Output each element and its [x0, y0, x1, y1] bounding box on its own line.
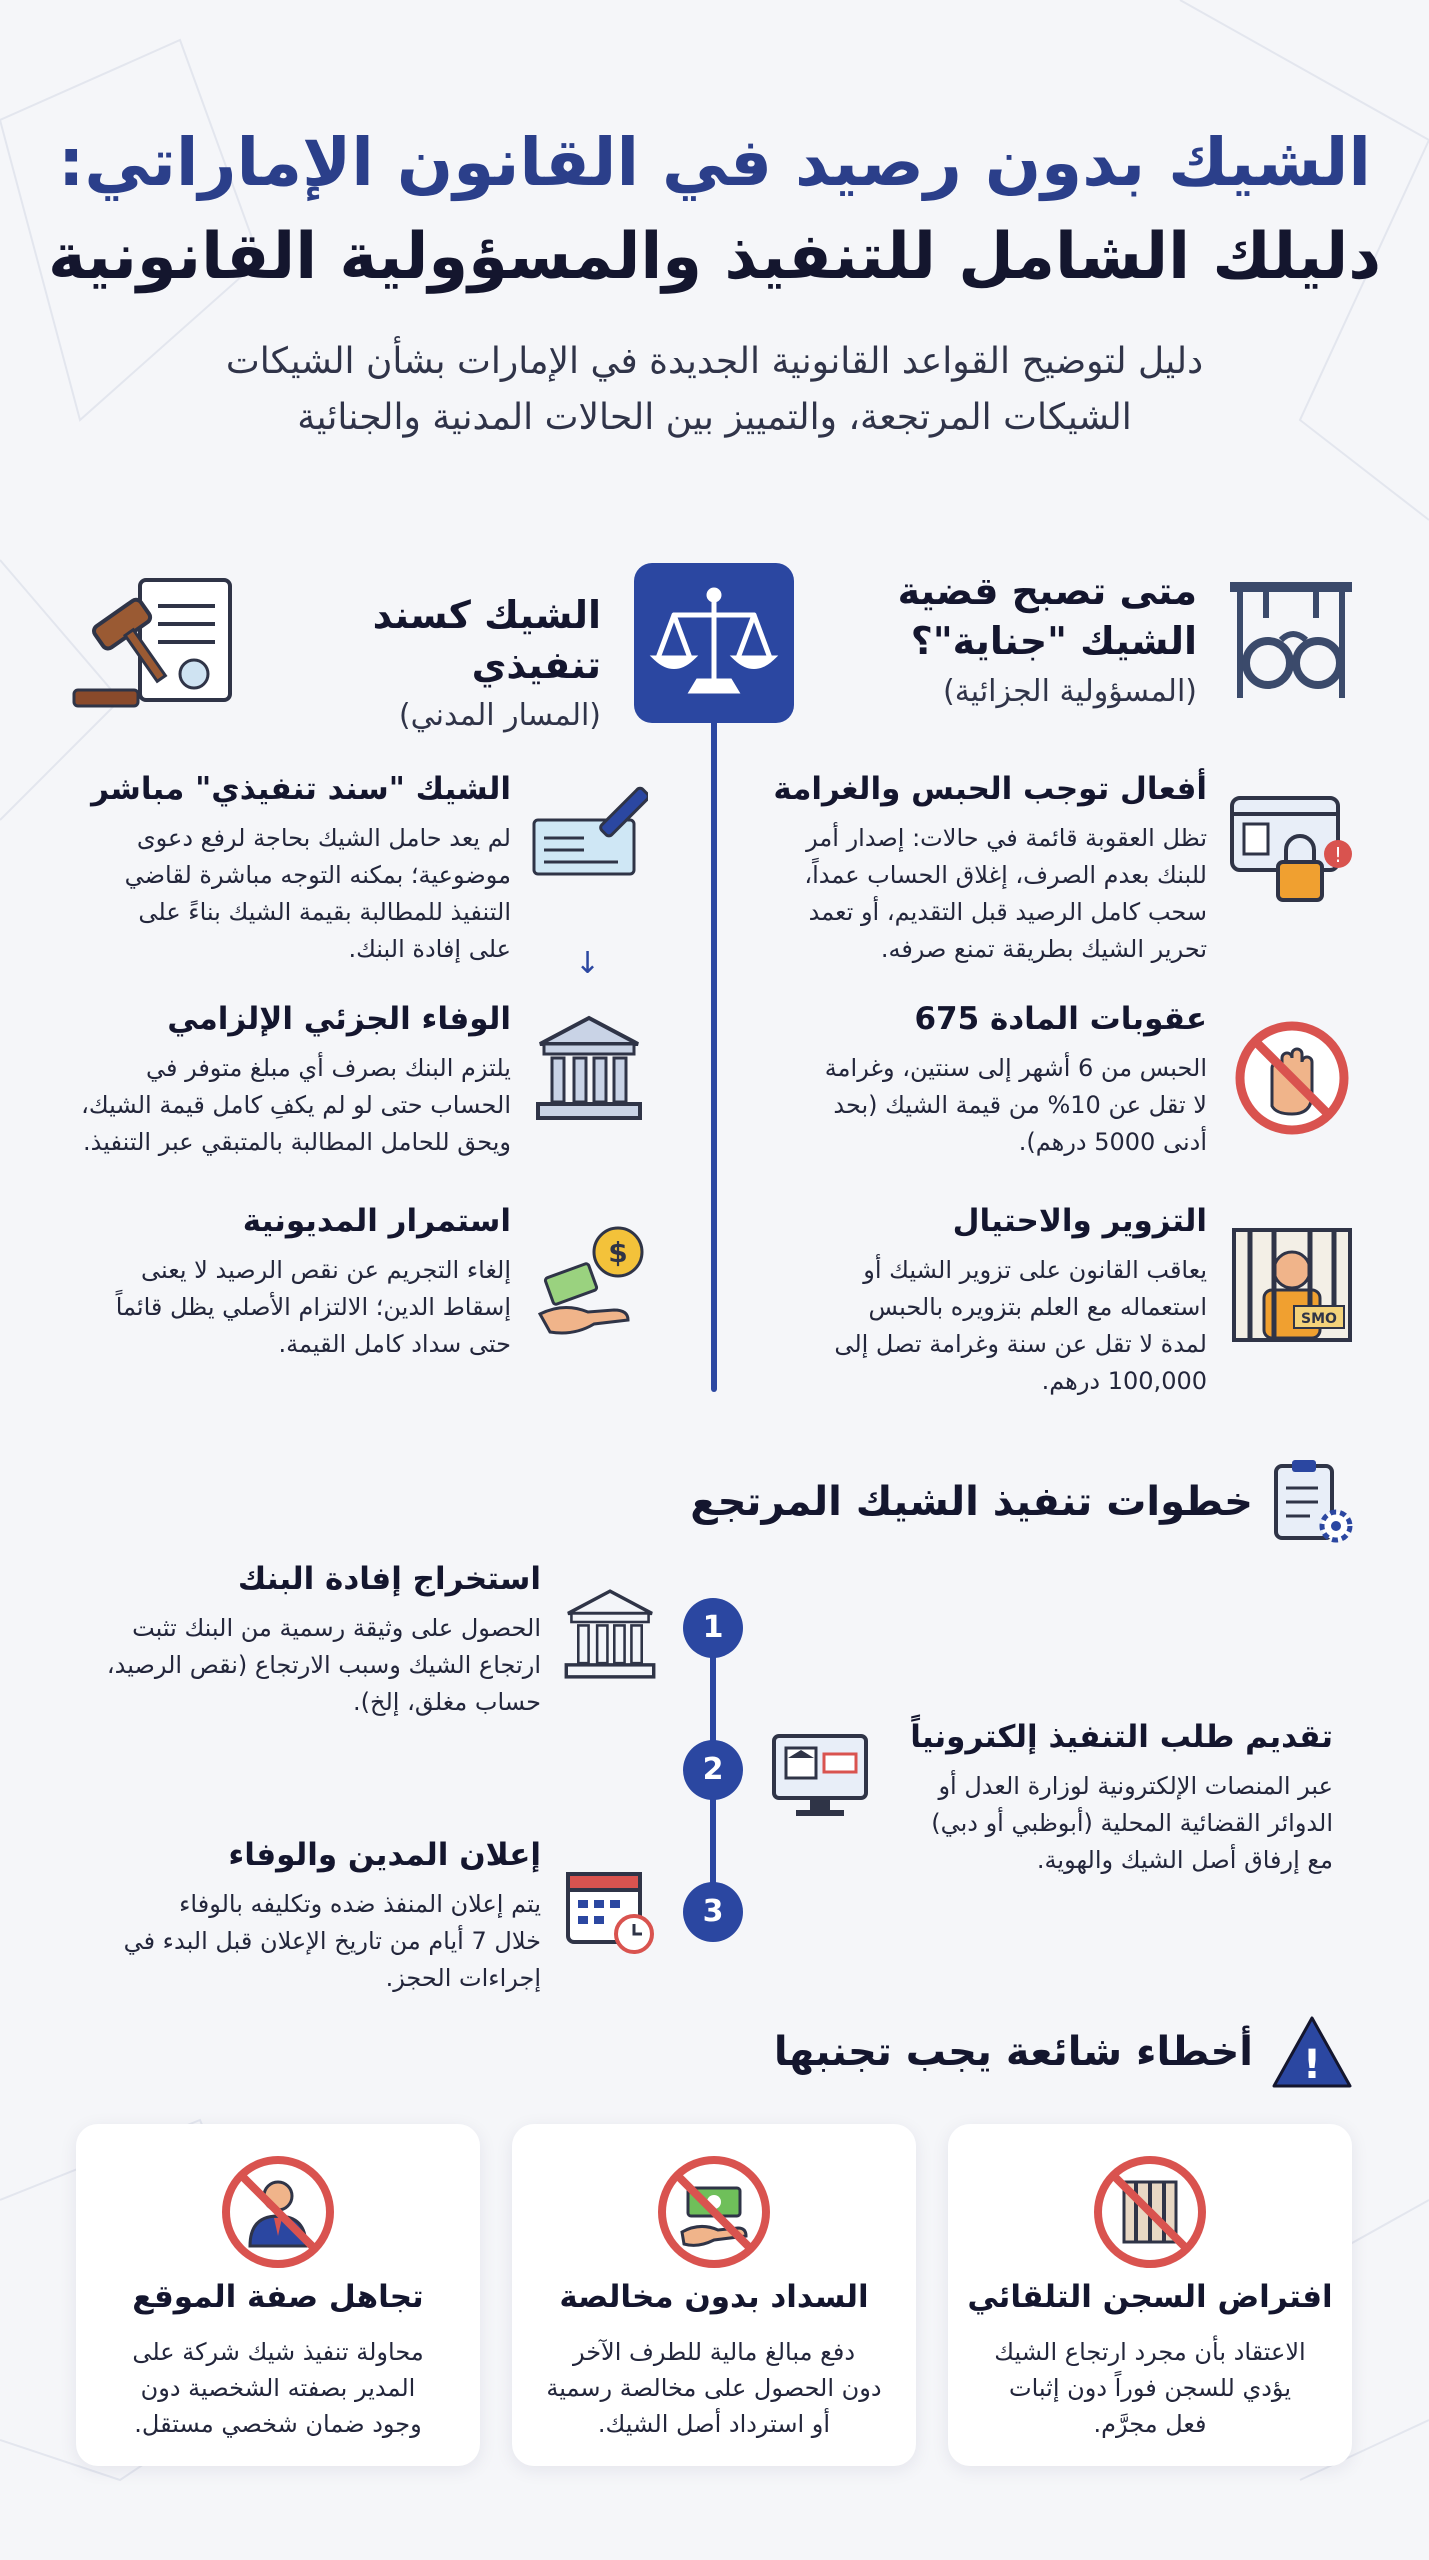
page-subtitle: دليل لتوضيح القواعد القانونية الجديدة في الإمارات بشأن الشيكات الشيكات المرتجعة، والتمييز بين الحالات المدنية والجنائية: [225, 341, 1204, 438]
warning-icon: [1270, 2014, 1354, 2090]
step-item: استخراج إفادة البنك الحصول على وثيقة رسمية من البنك تثبت ارتجاع الشيك وسبب الارتجاع (نقص الرصيد، حساب مغلق، إلخ).: [106, 1561, 541, 1716]
scales-icon: [634, 563, 794, 723]
criminal-item: أفعال توجب الحبس والغرامة تظل العقوبة قائمة في حالات: إصدار أمر للبنك بعدم الصرف، إغلاق الحساب عمداً، سحب كامل الرصيد قبل التقديم، أو تعمد تحرير الشيك بطريقة تمنع صرفه.: [773, 771, 1207, 963]
svg-text:!: !: [1333, 843, 1343, 867]
page-title-line1: الشيك بدون رصيد في القانون الإماراتي:: [57, 124, 1372, 201]
step-item: تقديم طلب التنفيذ إلكترونياً عبر المنصات الإلكترونية لوزارة العدل أو الدوائر القضائية المحلية (أبوظبي أو دبي) مع إرفاق أصل الشيك والهوية.: [910, 1719, 1333, 1874]
browser-lock-icon: [1226, 792, 1356, 910]
step-number-3: 3: [683, 1882, 743, 1942]
monitor-icon: [770, 1732, 870, 1822]
mistakes-section-title: أخطاء شائعة يجب تجنبها: [773, 2029, 1253, 2075]
mistake-card: تجاهل صفة الموقع محاولة تنفيذ شيك شركة على المدير بصفته الشخصية دون وجود ضمان شخصي مستقل.: [76, 2124, 480, 2466]
arrow-down-icon: ↓: [574, 946, 600, 981]
criminal-item: عقوبات المادة 675 الحبس من 6 أشهر إلى سنتين، وغرامة لا تقل عن 10% من قيمة الشيك (بحد أدنى 5000 درهم).: [824, 1001, 1207, 1156]
money-hand-icon: [534, 1224, 650, 1344]
mistake-card: السداد بدون مخالصة دفع مبالغ مالية للطرف الآخر دون الحصول على مخالصة رسمية أو استرداد أصل الشيك.: [512, 2124, 916, 2466]
step-number-1: 1: [683, 1598, 743, 1658]
no-prison-icon: [1090, 2152, 1210, 2272]
bank-icon: [562, 1586, 658, 1682]
steps-section-title: خطوات تنفيذ الشيك المرتجع: [690, 1479, 1253, 1525]
stop-hand-icon: [1232, 1018, 1352, 1138]
civil-item: الشيك "سند تنفيذي" مباشر لم يعد حامل الشيك بحاجة لرفع دعوى موضوعية؛ بمكنه التوجه مباشرة لقاضي التنفيذ للمطالبة بقيمة الشيك بناءً على على إفادة البنك.: [91, 771, 511, 963]
handcuffs-icon: [1226, 578, 1356, 708]
criminal-section-header: متى تصبح قضية الشيك "جناية"؟ (المسؤولية الجزائية): [897, 569, 1197, 709]
scales-badge: [634, 563, 794, 723]
svg-text:$: $: [608, 1236, 628, 1269]
step-number-2: 2: [683, 1740, 743, 1800]
svg-text:SMO: SMO: [1301, 1311, 1337, 1327]
no-manager-icon: [218, 2152, 338, 2272]
civil-item: استمرار المديونية إلغاء التجريم عن نقص الرصيد لا يعنى إسقاط الدين؛ الالتزام الأصلي يظل قائماً حتى سداد كامل القيمة.: [115, 1203, 511, 1358]
criminal-item: التزوير والاحتيال يعاقب القانون على تزوير الشيك أو استعماله مع العلم بتزويره بالحبس لمدة لا تقل عن سنة وغرامة تصل إلى 100,000 درهم.: [834, 1203, 1207, 1395]
prisoner-icon: [1230, 1226, 1354, 1344]
step-item: إعلان المدين والوفاء يتم إعلان المنفذ ضده وتكليفه بالوفاء خلال 7 أيام من تاريخ الإعلان قبل البدء في إجراءات الحجز.: [123, 1837, 541, 1992]
civil-item: الوفاء الجزئي الإلزامي يلتزم البنك بصرف أي مبلغ متوفر في الحساب حتى لو لم يكفِ كامل قيمة الشيك، ويحق للحامل المطالبة بالمتبقي عبر التنفيذ.: [81, 1001, 511, 1156]
clipboard-gear-icon: [1266, 1456, 1356, 1546]
mistake-card: افتراض السجن التلقائي الاعتقاد بأن مجرد ارتجاع الشيك يؤدي للسجن فوراً دون إثبات فعل مجرَّم.: [948, 2124, 1352, 2466]
cheque-pen-icon: [528, 786, 648, 890]
civil-section-header: الشيك كسند تنفيذي (المسار المدني): [372, 593, 601, 733]
page-title-line2: دليلك الشامل للتنفيذ والمسؤولية القانونية: [47, 220, 1382, 294]
gavel-document-icon: [70, 572, 240, 712]
no-cash-icon: [654, 2152, 774, 2272]
bank-icon: [534, 1012, 644, 1124]
svg-text:!: !: [1302, 2042, 1322, 2088]
calendar-clock-icon: [562, 1862, 658, 1958]
